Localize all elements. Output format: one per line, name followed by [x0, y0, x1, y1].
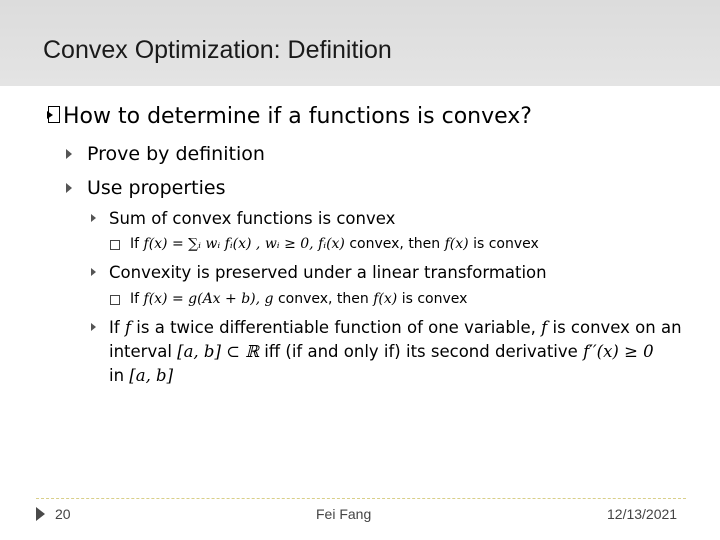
square-bullet-icon	[110, 240, 120, 250]
triangle-bullet-icon	[66, 183, 72, 193]
detail-formula2: f(x)	[373, 291, 398, 307]
property-text: Sum of convex functions is convex	[109, 209, 396, 228]
bullet-box-icon	[45, 106, 61, 124]
detail-tail: is convex	[401, 291, 468, 307]
function-symbol: f	[541, 318, 548, 337]
square-bullet-icon	[110, 295, 120, 305]
property-linear-detail	[130, 291, 467, 307]
triangle-bullet-icon	[91, 214, 96, 222]
property-text: is convex on an	[552, 318, 682, 337]
footer-author: Fei Fang	[316, 506, 372, 522]
detail-formula2: f(x)	[444, 236, 469, 252]
main-bullet-text: How to determine if a functions is convex?	[63, 104, 532, 129]
function-symbol: f	[124, 318, 132, 337]
detail-suffix: convex, then	[349, 236, 441, 252]
property-sum-detail	[130, 236, 539, 252]
detail-prefix: If	[130, 291, 140, 307]
property-text: is a twice differentiable function of one variable,	[136, 318, 536, 337]
detail-tail: is convex	[473, 236, 539, 252]
slide-title: Convex Optimization: Definition	[43, 36, 392, 64]
footer-divider	[36, 498, 686, 499]
sub-bullet-text: Prove by definition	[87, 143, 265, 165]
property-second-derivative-line2	[109, 342, 654, 361]
footer-date: 12/13/2021	[607, 506, 678, 522]
detail-formula: f(x) = ∑ᵢ wᵢ fᵢ(x) , wᵢ ≥ 0, fᵢ(x)	[143, 236, 345, 252]
interval-formula: [a, b] ⊂ ℝ	[177, 342, 259, 361]
property-text: iff (if and only if) its second derivative	[264, 342, 578, 361]
triangle-bullet-icon	[91, 268, 96, 276]
triangle-bullet-icon	[66, 149, 72, 159]
property-linear	[109, 263, 547, 282]
property-second-derivative-line3	[109, 366, 173, 385]
sub-bullet-definition	[87, 143, 265, 165]
triangle-bullet-icon	[91, 323, 96, 331]
main-bullet	[63, 104, 532, 129]
range-formula: [a, b]	[129, 366, 174, 385]
detail-prefix: If	[130, 236, 140, 252]
property-sum	[109, 209, 395, 228]
property-text: If	[109, 318, 120, 337]
sub-bullet-properties	[87, 177, 226, 199]
property-text: Convexity is preserved under a linear transformation	[109, 263, 547, 282]
property-second-derivative	[109, 318, 682, 337]
footer-arrow-icon	[36, 507, 45, 521]
sub-bullet-text: Use properties	[87, 177, 226, 199]
detail-suffix: convex, then	[277, 291, 369, 307]
detail-formula: f(x) = g(Ax + b), g	[143, 291, 274, 307]
page-number: 20	[55, 506, 71, 522]
second-derivative-formula: f′′(x) ≥ 0	[583, 342, 654, 361]
property-text: in	[109, 366, 125, 385]
property-text: interval	[109, 342, 172, 361]
